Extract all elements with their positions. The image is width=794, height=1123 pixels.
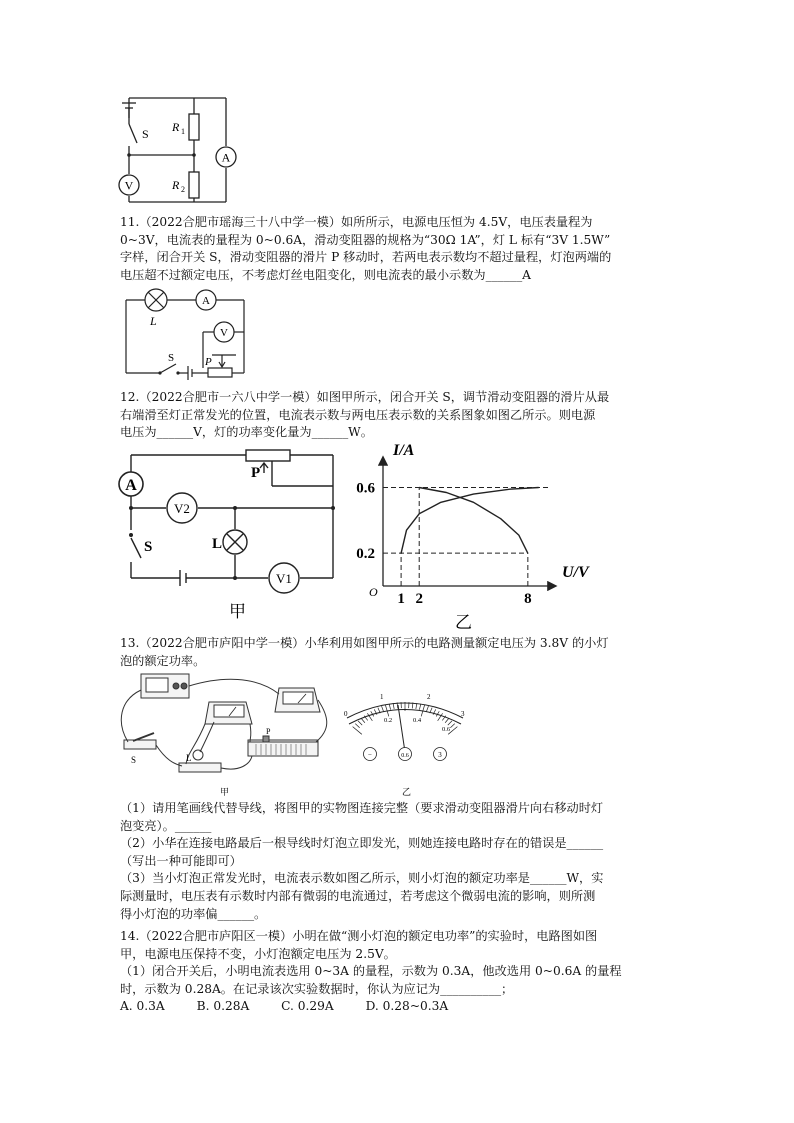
q10-r2-label: R bbox=[172, 178, 180, 192]
x-tick-label: 8 bbox=[524, 591, 532, 607]
q14-choice-c: C. 0.29A bbox=[281, 999, 334, 1014]
q12-graph-x-label: U/V bbox=[562, 564, 589, 581]
q13-line: 13.（2022合肥市庐阳中学一模）小华利用如图甲所示的电路测量额定电压为 3.8V 的小灯 bbox=[120, 636, 609, 650]
q10-r1-label: R bbox=[172, 120, 180, 134]
q13-lamp-label: L bbox=[186, 753, 192, 763]
dial-top-2: 2 bbox=[427, 693, 431, 701]
q12-v1-label: V1 bbox=[276, 571, 292, 586]
dial-terminal-3-label: 3 bbox=[438, 751, 442, 759]
q11-slider-label: P bbox=[205, 356, 212, 368]
q11-line: 0~3V，电流表的量程为 0~0.6A，滑动变阻器的规格为“30Ω 1A”，灯 L 标有“3V 1.5W” bbox=[120, 232, 611, 247]
q11-ammeter-label: A bbox=[202, 295, 210, 307]
q14-choices bbox=[120, 998, 680, 1016]
q13-part-line: 得小灯泡的功率偏______。 bbox=[120, 906, 267, 921]
q12-switch-label: S bbox=[144, 539, 153, 555]
q12-v2-label: V2 bbox=[174, 501, 190, 516]
y-tick-label: 0.2 bbox=[356, 546, 375, 563]
q12-lamp-label: L bbox=[212, 536, 223, 552]
q13-part-line: （写出一种可能即可） bbox=[120, 853, 242, 868]
dial-tick bbox=[448, 721, 452, 725]
q13-line: 泡的额定功率。 bbox=[120, 653, 206, 668]
dial-tick bbox=[358, 721, 362, 725]
q12-slider-label: P bbox=[251, 465, 261, 481]
q10-r2-sub: 2 bbox=[181, 185, 185, 194]
q13-switch-label: S bbox=[131, 755, 137, 765]
q14-line: 甲，电源电压保持不变，小灯泡额定电压为 2.5V。 bbox=[120, 946, 396, 961]
dial-tick bbox=[389, 704, 390, 710]
q13-fig-yi-caption: 乙 bbox=[402, 787, 412, 797]
q13-fig-jia-caption: 甲 bbox=[220, 787, 230, 797]
q13-parts bbox=[120, 800, 680, 923]
dial-top-0: 0 bbox=[344, 710, 348, 718]
q13-part-line: 泡变亮）。______ bbox=[120, 818, 212, 833]
dial-tick bbox=[353, 727, 362, 735]
q11-lamp-label: L bbox=[150, 314, 157, 328]
q11-switch-label: S bbox=[168, 352, 175, 364]
q12-line: 右端滑至灯正常发光的位置，电流表示数与两电压表示数的关系图象如图乙所示。则电源 bbox=[120, 407, 596, 422]
q10-r1-sub: 1 bbox=[181, 127, 185, 136]
dial-top-1: 1 bbox=[380, 693, 384, 701]
dial-terminal-neg-label: − bbox=[368, 751, 372, 759]
q12-ammeter-label: A bbox=[125, 477, 137, 494]
q10-switch-label: S bbox=[142, 127, 149, 141]
dial-bottom-06: 0.6 bbox=[442, 726, 451, 733]
q11-voltmeter-label: V bbox=[220, 327, 228, 339]
q13-part-line: （3）当小灯泡正常发光时，电流表示数如图乙所示，则小灯泡的额定功率是______W，实 bbox=[120, 871, 604, 886]
q14-line: 14.（2022合肥市庐阳区一模）小明在做“测小灯泡的额定电功率”的实验时，电路图如图 bbox=[120, 929, 598, 943]
x-tick-label: 1 bbox=[397, 591, 405, 607]
q12-fig-yi-caption: 乙 bbox=[455, 613, 472, 632]
q12-line: 12.（2022合肥市一六八中学一模）如图甲所示，闭合开关 S，调节滑动变阻器的滑片从最 bbox=[120, 390, 610, 404]
x-tick-label: 2 bbox=[415, 591, 423, 607]
q12-fig-jia-caption: 甲 bbox=[229, 602, 246, 621]
dial-bottom-04: 0.4 bbox=[413, 717, 422, 724]
q10-voltmeter-label: V bbox=[124, 178, 134, 193]
q11-line: 11.（2022合肥市瑶海三十八中学一模）如所所示，电源电压恒为 4.5V，电压表量程为 bbox=[120, 215, 593, 229]
q13-part-line: （2）小华在连接电路最后一根导线时灯泡立即发光，则她连接电路时存在的错误是______ bbox=[120, 836, 604, 851]
q13-slider-label: P bbox=[266, 727, 271, 736]
dial-tick bbox=[382, 706, 384, 712]
y-tick-label: 0.6 bbox=[356, 480, 375, 497]
q14-text bbox=[120, 928, 680, 1016]
q11-line: 字样，闭合开关 S，滑动变阻器的滑片 P 移动时，若两电表示数均不超过量程，灯泡两端的 bbox=[120, 250, 612, 265]
q13-part-line: 际测量时，电压表有示数时内部有微弱的电流通过，若考虑这个微弱电流的影响，则所测 bbox=[120, 888, 596, 903]
q10-ammeter-label: A bbox=[221, 150, 231, 165]
q13-part-line: （1）请用笔画线代替导线，将图甲的实物图连接完整（要求滑动变阻器滑片向右移动时灯 bbox=[120, 801, 604, 815]
q12-graph-y-label: I/A bbox=[393, 442, 415, 459]
dial-bottom-02: 0.2 bbox=[384, 717, 393, 724]
q14-line: 时，示数为 0.28A。在记录该次实验数据时，你认为应记为__________； bbox=[120, 981, 514, 996]
dial-tick bbox=[361, 718, 365, 723]
q14-choice-d: D. 0.28~0.3A bbox=[365, 999, 449, 1014]
dial-tick bbox=[426, 706, 428, 712]
q12-line: 电压为______V，灯的功率变化量为______W。 bbox=[120, 425, 373, 440]
dial-top-3: 3 bbox=[461, 710, 465, 718]
dial-tick bbox=[450, 724, 454, 728]
dial-terminal-06-label: 0.6 bbox=[401, 753, 409, 759]
dial-tick bbox=[355, 724, 359, 728]
q14-choice-b: B. 0.28A bbox=[196, 999, 250, 1014]
q11-line: 电压超不过额定电压，不考虑灯丝电阻变化，则电流表的最小示数为______A bbox=[120, 267, 531, 282]
dial-tick bbox=[419, 704, 420, 710]
q14-line: （1）闭合开关后，小明电流表选用 0~3A 的量程，示数为 0.3A，他改选用 0~0.6A 的量程 bbox=[120, 964, 622, 979]
dial-tick bbox=[445, 718, 449, 723]
q12-graph-origin: O bbox=[369, 585, 378, 599]
q14-choice-a: A. 0.3A bbox=[120, 999, 165, 1014]
